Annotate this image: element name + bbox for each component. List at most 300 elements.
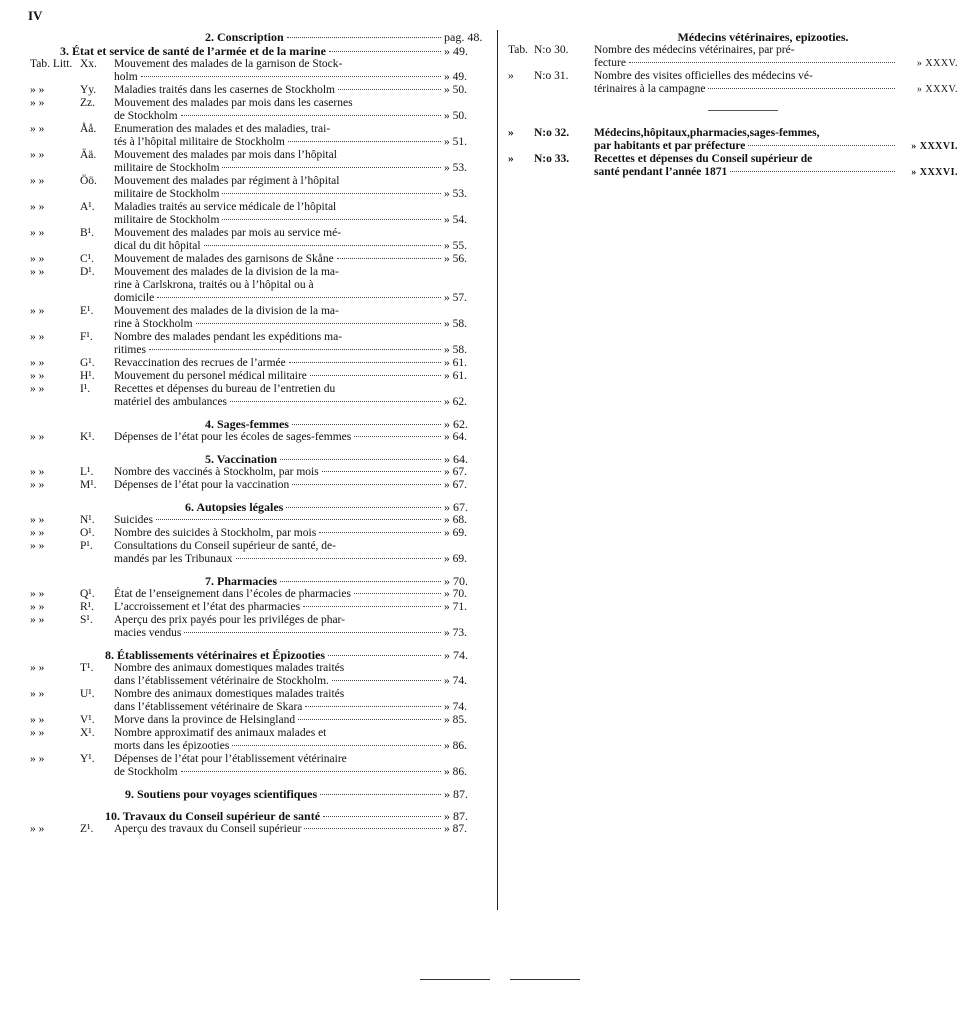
entry-last-line [114, 357, 444, 370]
entry-line: dans l’établissement vétérinaire de Stockholm. [114, 675, 329, 687]
table-entry [30, 466, 490, 479]
entry-last-line [594, 83, 898, 96]
table-entry [508, 153, 958, 179]
entry-line: rine à Stockholm [114, 318, 193, 330]
table-entry [30, 527, 490, 540]
table-label: S¹. [80, 614, 93, 626]
table-prefix: » » [30, 823, 45, 835]
entry-text [114, 514, 444, 527]
page-number: IV [28, 8, 43, 23]
entry-text [594, 127, 898, 153]
entry-last-line [114, 601, 444, 614]
entry-text [114, 253, 444, 266]
table-entry [508, 70, 958, 96]
table-label: U¹. [80, 688, 95, 700]
entry-text [114, 227, 444, 253]
entry-line: Maladies traités au service médicale de l’hôpital [114, 201, 337, 213]
entry-last-line [594, 140, 898, 153]
entry-last-line [114, 188, 444, 201]
table-entry [30, 727, 490, 753]
table-entry [30, 688, 490, 714]
table-label: A¹. [80, 201, 95, 213]
footer-rule-left [420, 979, 490, 980]
leader-dots [230, 401, 441, 402]
entry-last-line [114, 136, 444, 149]
entry-line: Recettes et dépenses du Conseil supérieur de [594, 153, 813, 165]
entry-text [114, 714, 444, 727]
entry-line: Nombre des malades pendant les expéditions ma- [114, 331, 343, 343]
entry-last-line [114, 344, 444, 357]
leader-dots [298, 719, 441, 720]
entry-line: dical du dit hôpital [114, 240, 201, 252]
page-ref: » 74. [444, 675, 467, 687]
entry-line: Suicides [114, 514, 153, 526]
leader-dots [156, 519, 441, 520]
table-entry [30, 601, 490, 614]
entry-line: Nombre des animaux domestiques malades traités [114, 662, 345, 674]
entry-line: de Stockholm [114, 766, 178, 778]
entry-last-line [114, 162, 444, 175]
entry-line: Mouvement des malades de la division de la ma- [114, 266, 339, 278]
leader-dots [287, 37, 441, 38]
section-title: 2. Conscription [205, 30, 284, 44]
page-ref: » 55. [444, 240, 467, 252]
entry-line: domicile [114, 292, 155, 304]
entry-line: Médecins,hôpitaux,pharmacies,sages-femmes, [594, 127, 820, 139]
table-prefix: » » [30, 305, 45, 317]
page-ref: » 56. [444, 253, 467, 265]
table-label: N¹. [80, 514, 95, 526]
entry-line: L’accroissement et l’état des pharmacies [114, 601, 301, 613]
page-ref: » 67. [444, 466, 467, 478]
leader-dots [280, 581, 441, 582]
entry-line: Consultations du Conseil supérieur de santé, de- [114, 540, 336, 552]
leader-dots [181, 771, 441, 772]
table-entry [30, 97, 490, 123]
table-label: V¹. [80, 714, 95, 726]
entry-last-line [114, 110, 444, 123]
entry-text [114, 601, 444, 614]
entry-line: dans l’établissement vétérinaire de Skara [114, 701, 303, 713]
leader-dots [196, 323, 441, 324]
entry-line: tés à l’hôpital militaire de Stockholm [114, 136, 285, 148]
entry-line: Revaccination des recrues de l’armée [114, 357, 286, 369]
entry-line: Nombre des vaccinés à Stockholm, par mois [114, 466, 319, 478]
page-ref: » 71. [444, 601, 467, 613]
entry-line: Mouvement des malades par mois dans les casernes [114, 97, 353, 109]
table-prefix: » » [30, 466, 45, 478]
entry-line: Mouvement du personel médical militaire [114, 370, 307, 382]
page-ref: » 67. [444, 500, 468, 514]
leader-dots [323, 816, 441, 817]
entry-last-line [114, 627, 444, 640]
table-entry [30, 58, 490, 84]
page-ref: » 61. [444, 357, 467, 369]
leader-dots [141, 76, 441, 77]
page-ref: » 68. [444, 514, 467, 526]
leader-dots [292, 424, 441, 425]
table-label: N:o 31. [534, 70, 569, 82]
entry-text [114, 175, 444, 201]
table-prefix: Tab. Litt. [30, 58, 73, 70]
section-gap [30, 492, 490, 500]
table-entry [30, 175, 490, 201]
table-entry [30, 149, 490, 175]
entry-line: Mouvement des malades de la garnison de Stock- [114, 58, 343, 70]
entry-last-line [114, 701, 444, 714]
table-entry [30, 305, 490, 331]
entry-last-line [594, 57, 898, 70]
entry-text [114, 823, 444, 836]
leader-dots [354, 436, 441, 437]
right-section-heading: Médecins vétérinaires, epizooties. [677, 30, 849, 44]
entry-text [114, 201, 444, 227]
leader-dots [222, 167, 441, 168]
entry-text [114, 149, 444, 175]
entry-text [114, 431, 444, 444]
entry-text [114, 527, 444, 540]
table-entry [30, 253, 490, 266]
table-prefix: » » [30, 97, 45, 109]
leader-dots [222, 219, 441, 220]
entry-last-line [114, 823, 444, 836]
entry-last-line [114, 253, 444, 266]
entry-text [114, 84, 444, 97]
table-prefix: » » [30, 727, 45, 739]
table-entry [30, 540, 490, 566]
entry-line: Mouvement des malades par mois au service mé- [114, 227, 342, 239]
table-prefix: » » [30, 514, 45, 526]
table-prefix: » » [30, 201, 45, 213]
page-ref: » 70. [444, 588, 467, 600]
table-label: N:o 32. [534, 127, 570, 139]
table-prefix: » » [30, 601, 45, 613]
entry-last-line [114, 240, 444, 253]
table-label: T¹. [80, 662, 94, 674]
table-prefix: » » [30, 753, 45, 765]
table-entry [30, 823, 490, 836]
leader-dots [280, 459, 441, 460]
entry-line: militaire de Stockholm [114, 162, 220, 174]
page-ref: » 62. [444, 396, 467, 408]
table-prefix: » » [30, 431, 45, 443]
entry-line: fecture [594, 57, 626, 69]
table-label: Zz. [80, 97, 96, 109]
table-entry [30, 357, 490, 370]
entry-line: Aperçu des travaux du Conseil supérieur [114, 823, 302, 835]
entry-text [114, 97, 444, 123]
section-title: 6. Autopsies légales [185, 500, 284, 514]
table-entry [30, 614, 490, 640]
table-prefix: » » [30, 175, 45, 187]
column-divider [497, 30, 498, 910]
entry-last-line [114, 766, 444, 779]
leader-dots [310, 375, 441, 376]
leader-dots [730, 171, 895, 172]
entry-text [594, 153, 898, 179]
leader-dots [286, 507, 441, 508]
entry-line: santé pendant l’année 1871 [594, 166, 728, 178]
section-title: 5. Vaccination [205, 452, 278, 466]
entry-line: Morve dans la province de Helsingland [114, 714, 296, 726]
section-heading [30, 574, 490, 588]
table-label: D¹. [80, 266, 95, 278]
leader-dots [708, 88, 895, 89]
entry-line: Nombre des animaux domestiques malades traités [114, 688, 345, 700]
entry-line: Nombre des suicides à Stockholm, par mois [114, 527, 317, 539]
entry-last-line [114, 740, 444, 753]
entry-line: morts dans les épizooties [114, 740, 230, 752]
table-label: O¹. [80, 527, 95, 539]
entry-line: Aperçu des prix payés pour les priviléges de phar- [114, 614, 345, 626]
entry-text [594, 70, 898, 96]
leader-dots [288, 141, 441, 142]
entry-last-line [114, 292, 444, 305]
table-prefix: » » [30, 370, 45, 382]
entry-line: térinaires à la campagne [594, 83, 706, 95]
table-entry [30, 201, 490, 227]
entry-text [114, 588, 444, 601]
section-heading [30, 30, 490, 44]
entry-line: Mouvement des malades par mois dans l’hôpital [114, 149, 337, 161]
table-label: C¹. [80, 253, 94, 265]
entry-last-line [114, 588, 444, 601]
section-title: 4. Sages-femmes [205, 417, 289, 431]
leader-dots [338, 89, 441, 90]
table-label: Ää. [80, 149, 97, 161]
entry-line: État de l’enseignement dans l’écoles de pharmacies [114, 588, 351, 600]
entry-line: Nombre des visites officielles des médecins vé- [594, 70, 813, 82]
entry-line: Nombre approximatif des animaux malades et [114, 727, 327, 739]
entry-text [114, 331, 444, 357]
separator-rule [708, 110, 778, 111]
table-entry [508, 44, 958, 70]
leader-dots [304, 828, 441, 829]
table-label: P¹. [80, 540, 93, 552]
leader-dots [332, 680, 441, 681]
table-prefix: » » [30, 149, 45, 161]
entry-last-line [114, 714, 444, 727]
table-entry [508, 127, 958, 153]
entry-line: Mouvement de malades des garnisons de Skåne [114, 253, 334, 265]
table-prefix: » » [30, 357, 45, 369]
entry-last-line [114, 466, 444, 479]
page-ref: » 87. [444, 787, 468, 801]
leader-dots [322, 471, 441, 472]
page-ref: » XXXV. [916, 58, 958, 69]
leader-dots [236, 558, 441, 559]
right-column [508, 30, 958, 179]
entry-last-line [114, 527, 444, 540]
leader-dots [629, 62, 895, 63]
section-gap [30, 801, 490, 809]
section-gap [30, 444, 490, 452]
entry-text [114, 305, 444, 331]
table-label: R¹. [80, 601, 94, 613]
page-ref: » 49. [444, 71, 467, 83]
table-label: Z¹. [80, 823, 94, 835]
entry-text [114, 727, 444, 753]
entry-text [594, 44, 898, 70]
page-ref: » 86. [444, 740, 467, 752]
section-gap [30, 566, 490, 574]
table-label: N:o 30. [534, 44, 569, 56]
section-heading [30, 809, 490, 823]
table-entry [30, 662, 490, 688]
page-ref: » 64. [444, 452, 468, 466]
table-entry [30, 514, 490, 527]
table-entry [30, 588, 490, 601]
entry-line: Dépenses de l’état pour la vaccination [114, 479, 290, 491]
page-ref: » 87. [444, 809, 468, 823]
page-ref: » XXXVI. [911, 141, 958, 152]
page-ref: » 58. [444, 318, 467, 330]
entry-text [114, 662, 444, 688]
leader-dots [328, 655, 441, 656]
page-ref: » 85. [444, 714, 467, 726]
section-title: 3. État et service de santé de l’armée et de la marine [60, 44, 326, 58]
section-title: 7. Pharmacies [205, 574, 277, 588]
table-entry [30, 753, 490, 779]
leader-dots [184, 632, 441, 633]
entry-line: Dépenses de l’état pour l’établissement vétérinaire [114, 753, 347, 765]
entry-last-line [114, 514, 444, 527]
table-prefix: » » [30, 383, 45, 395]
entry-text [114, 540, 444, 566]
table-entry [30, 431, 490, 444]
page-ref: » 69. [444, 553, 467, 565]
page-ref: » 54. [444, 214, 467, 226]
page-ref: » 53. [444, 188, 467, 200]
table-prefix: » » [30, 614, 45, 626]
table-label: L¹. [80, 466, 94, 478]
entry-last-line [114, 214, 444, 227]
entry-line: Mouvement des malades de la division de la ma- [114, 305, 339, 317]
entry-last-line [114, 553, 444, 566]
table-entry [30, 227, 490, 253]
table-prefix: » » [30, 84, 45, 96]
entry-line: Dépenses de l’état pour les écoles de sages-femmes [114, 431, 352, 443]
table-prefix: » » [30, 253, 45, 265]
leader-dots [303, 606, 441, 607]
entry-line: ritimes [114, 344, 146, 356]
table-prefix: » » [30, 227, 45, 239]
right-items [508, 44, 958, 179]
table-label: I¹. [80, 383, 91, 395]
leader-dots [319, 532, 441, 533]
leader-dots [305, 706, 441, 707]
entry-line: militaire de Stockholm [114, 188, 220, 200]
page-ref: » 73. [444, 627, 467, 639]
table-prefix: » [508, 127, 514, 139]
page-ref: » 74. [444, 648, 468, 662]
entry-last-line [114, 71, 444, 84]
page-ref: » 69. [444, 527, 467, 539]
page-ref: » 86. [444, 766, 467, 778]
leader-dots [337, 258, 441, 259]
table-entry [30, 123, 490, 149]
table-entry [30, 479, 490, 492]
entry-text [114, 753, 444, 779]
entry-text [114, 383, 444, 409]
leader-dots [222, 193, 441, 194]
table-label: K¹. [80, 431, 95, 443]
table-prefix: » » [30, 688, 45, 700]
page-ref: » 62. [444, 417, 468, 431]
entry-text [114, 479, 444, 492]
entry-last-line [114, 479, 444, 492]
table-prefix: » [508, 70, 514, 82]
table-entry [30, 84, 490, 97]
table-label: Xx. [80, 58, 97, 70]
table-prefix: » » [30, 123, 45, 135]
leader-dots [320, 794, 441, 795]
table-label: F¹. [80, 331, 93, 343]
entry-last-line [594, 166, 898, 179]
table-label: H¹. [80, 370, 95, 382]
page-ref: » 67. [444, 479, 467, 491]
entry-text [114, 614, 444, 640]
leader-dots [157, 297, 441, 298]
table-label: M¹. [80, 479, 97, 491]
table-prefix: » » [30, 588, 45, 600]
leader-dots [181, 115, 441, 116]
entry-line: Enumeration des malades et des maladies, trai- [114, 123, 331, 135]
page-ref: » 49. [444, 44, 468, 58]
table-label: X¹. [80, 727, 95, 739]
entry-line: matériel des ambulances [114, 396, 228, 408]
entry-line: Mouvement des malades par régiment à l’hôpital [114, 175, 340, 187]
section-heading [30, 44, 490, 58]
page-ref: » XXXVI. [911, 167, 958, 178]
page-ref: » 70. [444, 574, 468, 588]
section-heading [30, 417, 490, 431]
table-prefix: Tab. [508, 44, 528, 56]
table-prefix: » » [30, 527, 45, 539]
section-gap [30, 409, 490, 417]
table-label: Öö. [80, 175, 97, 187]
page-ref: » XXXV. [916, 84, 958, 95]
entry-line: par habitants et par préfecture [594, 140, 746, 152]
table-prefix: » » [30, 266, 45, 278]
leader-dots [149, 349, 441, 350]
entry-text [114, 266, 444, 305]
entry-text [114, 58, 444, 84]
entry-line: mandés par les Tribunaux [114, 553, 233, 565]
table-label: N:o 33. [534, 153, 570, 165]
table-label: Yy. [80, 84, 97, 96]
page-ref: » 64. [444, 431, 467, 443]
table-label: B¹. [80, 227, 94, 239]
section-heading [30, 452, 490, 466]
table-label: G¹. [80, 357, 95, 369]
page-ref: » 74. [444, 701, 467, 713]
leader-dots [204, 245, 441, 246]
entry-text [114, 688, 444, 714]
table-prefix: » » [30, 662, 45, 674]
entry-line: de Stockholm [114, 110, 178, 122]
table-entry [30, 370, 490, 383]
entry-last-line [114, 84, 444, 97]
leader-dots [289, 362, 441, 363]
entry-text [114, 123, 444, 149]
section-heading [30, 787, 490, 801]
table-prefix: » » [30, 714, 45, 726]
table-label: E¹. [80, 305, 94, 317]
entry-line: militaire de Stockholm [114, 214, 220, 226]
entry-last-line [114, 370, 444, 383]
table-entry [30, 383, 490, 409]
